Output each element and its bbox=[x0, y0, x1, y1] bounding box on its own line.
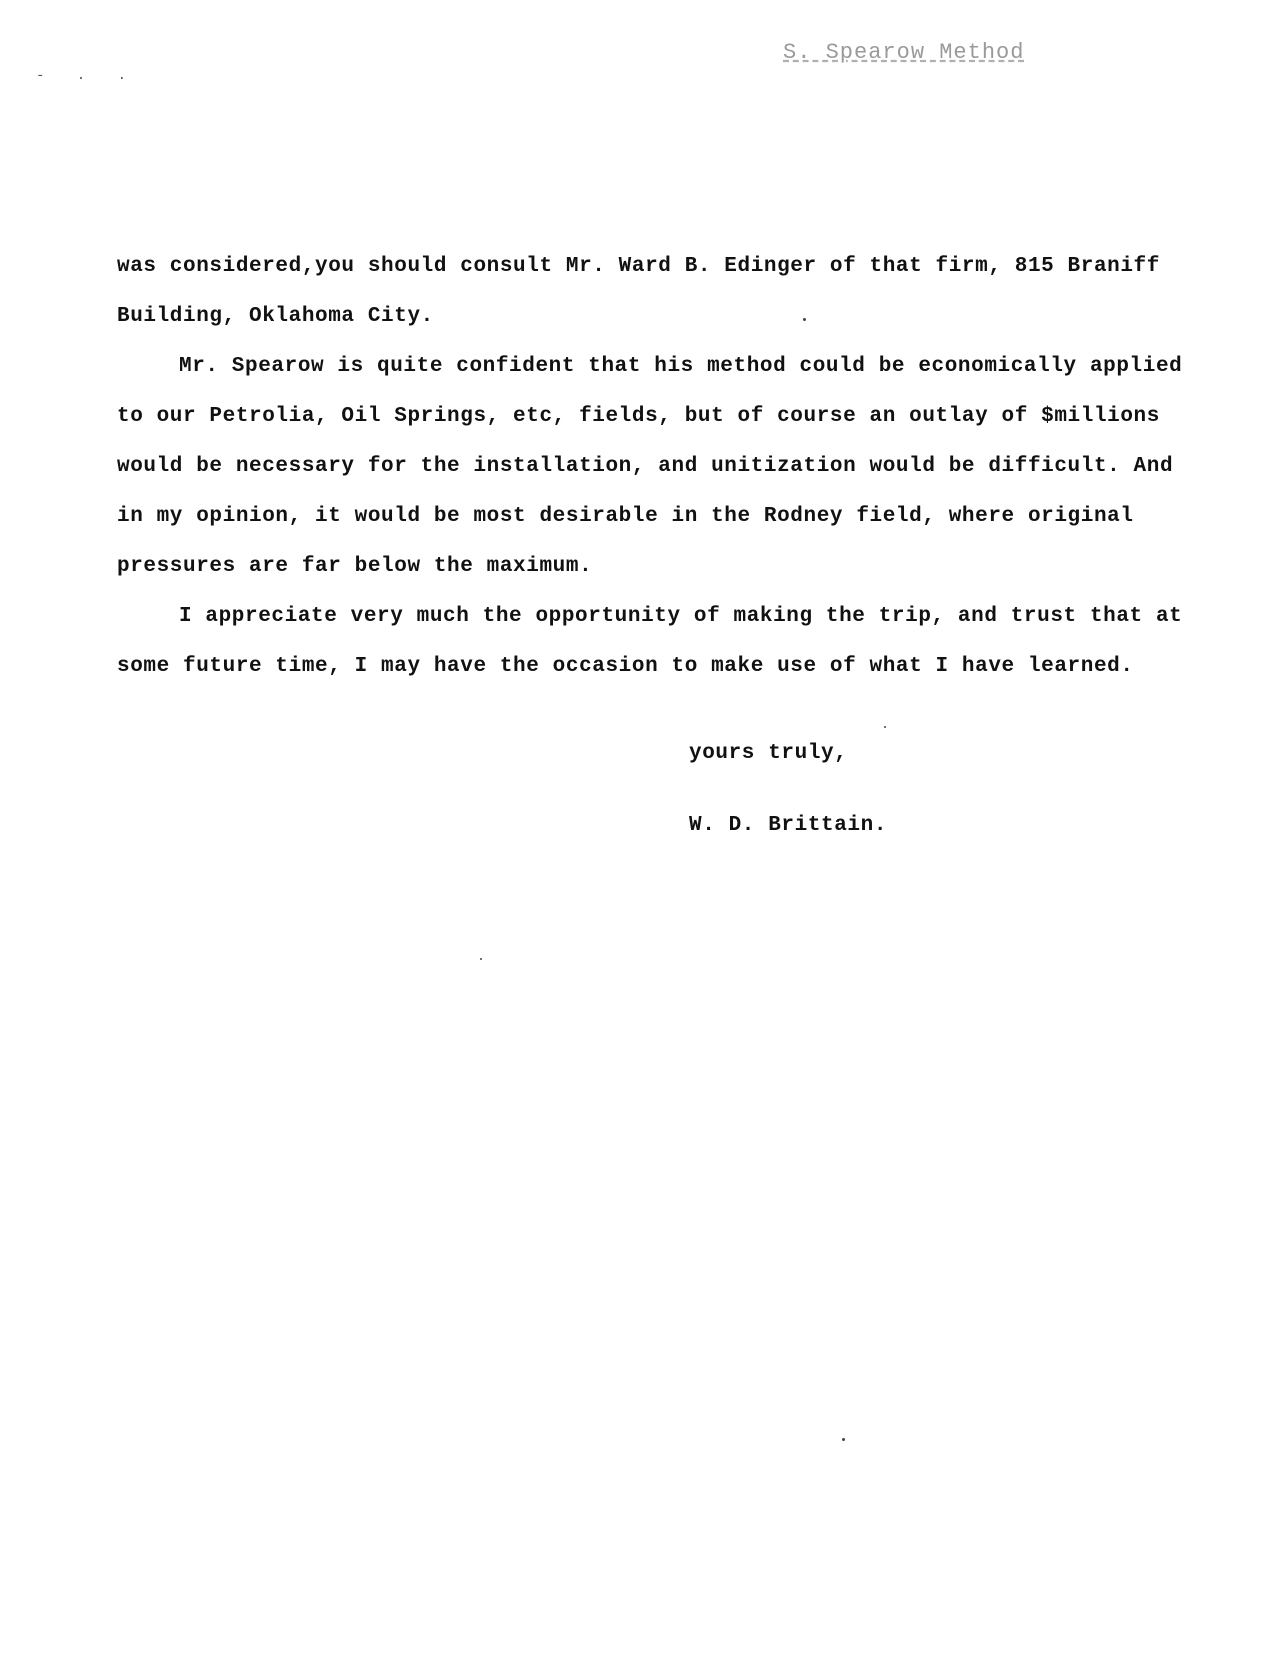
body-line: pressures are far below the maximum. bbox=[117, 555, 593, 578]
scan-speck bbox=[480, 958, 482, 960]
body-line: Mr. Spearow is quite confident that his method could be economically applied bbox=[179, 355, 1183, 378]
body-line: would be necessary for the installation, and unitization would be difficult. And bbox=[117, 455, 1174, 478]
letter-body bbox=[117, 242, 1183, 692]
scan-speck bbox=[884, 726, 886, 728]
body-line: I appreciate very much the opportunity of making the trip, and trust that at bbox=[179, 605, 1183, 628]
body-line: to our Petrolia, Oil Springs, etc, fields, but of course an outlay of $millions bbox=[117, 405, 1160, 428]
signature: W. D. Brittain. bbox=[689, 814, 888, 837]
salutation: yours truly, bbox=[689, 742, 848, 765]
corner-marks: - . . bbox=[36, 68, 139, 84]
body-line: some future time, I may have the occasion to make use of what I have learned. bbox=[117, 655, 1134, 678]
letter-closing bbox=[689, 718, 887, 862]
body-line: in my opinion, it would be most desirable in the Rodney field, where original bbox=[117, 505, 1134, 528]
page-header: S. Spearow Method bbox=[783, 40, 1025, 65]
body-line: was considered,you should consult Mr. Ward B. Edinger of that firm, 815 Braniff bbox=[117, 255, 1160, 278]
body-line: Building, Oklahoma City. bbox=[117, 305, 434, 328]
scan-speck bbox=[803, 318, 806, 321]
scan-speck bbox=[842, 1438, 845, 1441]
